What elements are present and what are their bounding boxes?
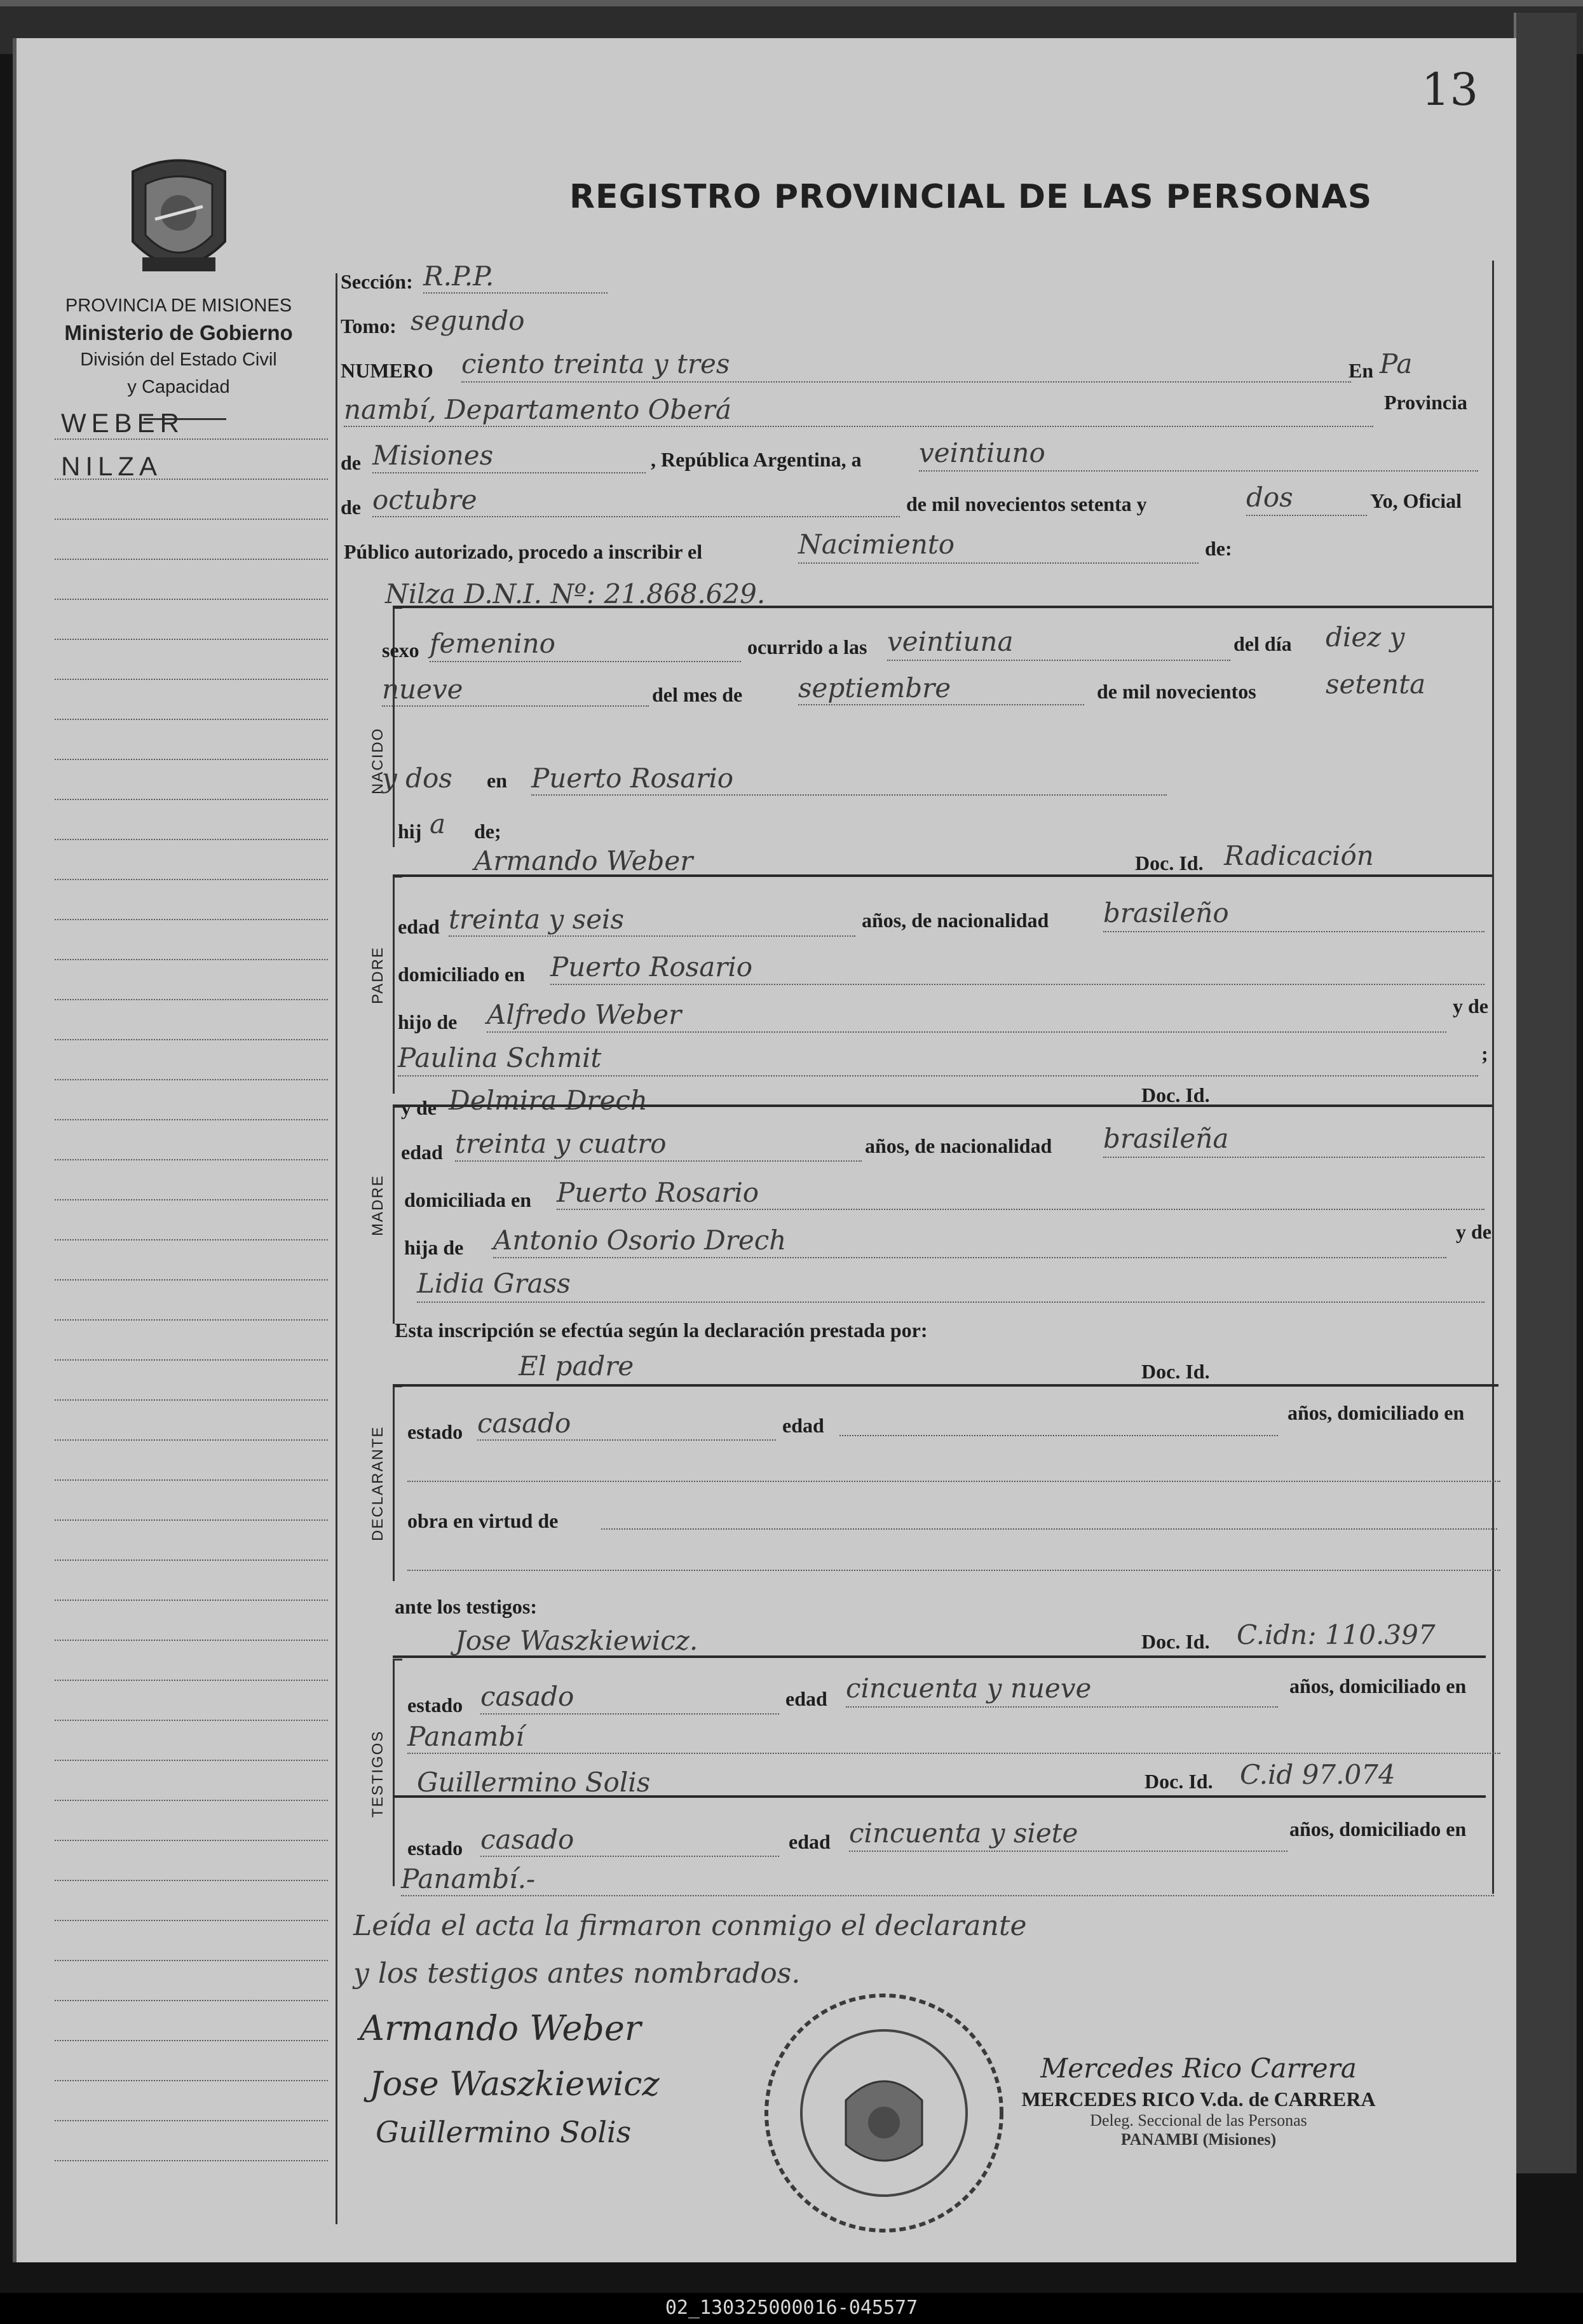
- padre-hijo-line: [487, 1031, 1446, 1033]
- testigo1-edad-label: edad: [785, 1687, 827, 1710]
- mes-line: [798, 704, 1084, 705]
- madre-yde-label: y de: [401, 1096, 437, 1119]
- margin-ruled-line: [55, 799, 328, 800]
- scan-footer: [0, 2293, 1583, 2324]
- testigo2-edad-label: edad: [789, 1830, 831, 1853]
- margin-ruled-line: [55, 1279, 328, 1281]
- mil-label: de mil novecientos setenta y: [906, 493, 1147, 515]
- margin-ruled-line: [55, 1600, 328, 1601]
- padre-nac-value: brasileño: [1103, 897, 1229, 928]
- official-signature-block: [1021, 2053, 1376, 2149]
- testigo1-anios-label: años, domiciliado en: [1289, 1675, 1467, 1697]
- document-page: [13, 38, 1516, 2262]
- margin-ruled-line: [55, 1199, 328, 1200]
- margin-ruled-line: [55, 519, 328, 520]
- declarante-obra-label: obra en virtud de: [407, 1509, 559, 1532]
- mes-value: septiembre: [798, 672, 951, 703]
- signature-witness-2: Guillermino Solis: [376, 2115, 632, 2149]
- margin-ruled-line: [55, 679, 328, 680]
- madre-edad-label: edad: [401, 1141, 443, 1164]
- declarante-dom-line: [407, 1481, 1500, 1482]
- provincia-value: Misiones: [372, 440, 494, 471]
- republica-label: , República Argentina, a: [651, 448, 862, 471]
- scan-id: 02_130325000016-045577: [665, 2297, 918, 2319]
- place-line: [344, 426, 1373, 427]
- acto-line: [798, 562, 1199, 564]
- margin-ruled-line: [55, 1319, 328, 1321]
- madre-yde-label-2: y de: [1456, 1220, 1491, 1243]
- hij-label: hij: [398, 820, 422, 843]
- testigo1-name: Jose Waszkiewicz.: [455, 1625, 698, 1656]
- declarante-estado-value: casado: [477, 1408, 571, 1439]
- margin-ruled-line: [55, 1039, 328, 1040]
- official-signature: Mercedes Rico Carrera: [1040, 2053, 1357, 2084]
- margin-ruled-line: [55, 479, 328, 480]
- yo-label: Yo, Oficial: [1370, 489, 1462, 512]
- page-title: REGISTRO PROVINCIAL DE LAS PERSONAS: [569, 178, 1373, 216]
- testigos-section-label: TESTIGOS: [369, 1730, 386, 1818]
- margin-ruled-line: [55, 1239, 328, 1240]
- signature-witness-1: Jose Waszkiewicz: [369, 2065, 660, 2103]
- testigo2-edad-value: cincuenta y siete: [849, 1818, 1078, 1849]
- madre-nac-label: años, de nacionalidad: [865, 1134, 1052, 1157]
- testigo2-rule: [393, 1795, 1486, 1798]
- nacido-section-label: NACIDO: [369, 727, 386, 794]
- margin-ruled-line: [55, 1880, 328, 1881]
- testigo1-edad-line: [846, 1706, 1278, 1708]
- margin-ruled-line: [55, 1920, 328, 1921]
- testigos-bracket: [393, 1659, 402, 1886]
- madre-dom-label: domiciliada en: [404, 1188, 532, 1211]
- testigo2-dom-line: [401, 1895, 1494, 1896]
- margin-ruled-line: [55, 999, 328, 1000]
- nacido-name: Nilza D.N.I. Nº: 21.868.629.: [385, 578, 766, 609]
- margin-ruled-line: [55, 1119, 328, 1120]
- hij-de-label: de;: [474, 820, 501, 843]
- lugar-line: [531, 794, 1167, 796]
- madre-doc-label: Doc. Id.: [1141, 1084, 1210, 1106]
- letterhead-capacity: y Capacidad: [127, 377, 230, 397]
- provincia-line: [372, 472, 646, 473]
- testigo1-estado-value: casado: [480, 1681, 574, 1712]
- declarante-intro: Esta inscripción se efectúa según la declaración prestada por:: [395, 1319, 928, 1342]
- margin-ruled-line: [55, 1519, 328, 1521]
- declarante-rule: [393, 1384, 1498, 1387]
- madre-bracket: [393, 1106, 402, 1324]
- en-label: En: [1349, 359, 1374, 382]
- margin-ruled-line: [55, 599, 328, 600]
- anio-value: dos: [1246, 482, 1293, 513]
- anio-line: [1246, 515, 1367, 516]
- padre-edad-value: treinta y seis: [449, 904, 625, 935]
- declarante-estado-line: [477, 1439, 776, 1441]
- official-place: PANAMBI (Misiones): [1120, 2130, 1277, 2149]
- testigo1-dom-value: Panambí: [407, 1721, 524, 1752]
- padre-nac-line: [1103, 931, 1484, 932]
- testigos-intro: ante los testigos:: [395, 1595, 537, 1618]
- padre-rule: [393, 874, 1492, 877]
- padre-hijo-value: Alfredo Weber: [487, 999, 682, 1030]
- madre-edad-value: treinta y cuatro: [455, 1128, 667, 1159]
- margin-ruled-line: [55, 438, 328, 440]
- anio-value-2: setenta: [1326, 669, 1426, 700]
- margin-ruled-line: [55, 839, 328, 840]
- madre-dom-value: Puerto Rosario: [557, 1177, 759, 1208]
- testigo2-name: Guillermino Solis: [417, 1767, 651, 1798]
- hora-value: veintiuna: [887, 626, 1014, 657]
- de-label-2: de: [341, 496, 361, 519]
- anio-value-3: y dos: [382, 763, 452, 794]
- declarante-estado-label: estado: [407, 1420, 463, 1443]
- testigo2-edad-line: [849, 1851, 1287, 1852]
- padre-dom-value: Puerto Rosario: [550, 951, 753, 982]
- declarante-section-label: DECLARANTE: [369, 1425, 386, 1541]
- place-value: nambí, Departamento Oberá: [344, 394, 731, 425]
- padre-edad-line: [449, 935, 855, 937]
- sexo-label: sexo: [382, 639, 419, 662]
- dia-value: veintiuno: [919, 437, 1045, 468]
- margin-ruled-line: [55, 1680, 328, 1681]
- page-number: 13: [1421, 64, 1478, 116]
- padre-semicolon: ;: [1481, 1042, 1488, 1065]
- margin-ruled-line: [55, 959, 328, 960]
- margin-ruled-line: [55, 1399, 328, 1401]
- madre-nac-line: [1103, 1157, 1484, 1158]
- right-border: [1492, 261, 1494, 1894]
- tomo-label: Tomo:: [341, 315, 397, 337]
- madre-hija-line: [493, 1257, 1446, 1258]
- testigo1-estado-line: [480, 1713, 779, 1715]
- margin-ruled-line: [55, 639, 328, 640]
- seccion-value: R.P.P.: [423, 261, 494, 292]
- margin-ruled-line: [55, 1720, 328, 1721]
- acto-value: Nacimiento: [798, 529, 955, 560]
- mil-label-2: de mil novecientos: [1097, 680, 1256, 703]
- margin-ruled-line: [55, 2120, 328, 2121]
- margin-ruled-line: [55, 1560, 328, 1561]
- margin-surname: WEBER: [61, 408, 185, 438]
- testigo2-estado-value: casado: [480, 1824, 574, 1855]
- hora-line: [887, 660, 1230, 661]
- declarante-doc-label: Doc. Id.: [1141, 1360, 1210, 1383]
- padre-doc-value: Radicación: [1224, 840, 1374, 871]
- dia-value: diez y: [1326, 622, 1405, 653]
- numero-line: [461, 381, 1351, 383]
- padre-hijo-label: hijo de: [398, 1010, 458, 1033]
- dia-line: [919, 470, 1478, 472]
- margin-ruled-line: [55, 1439, 328, 1441]
- letterhead-province: PROVINCIA DE MISIONES: [65, 296, 292, 316]
- declarante-bracket: [393, 1385, 402, 1581]
- madre-name: Delmira Drech: [449, 1085, 648, 1116]
- testigo1-doc-value: C.idn: 110.397: [1237, 1619, 1436, 1650]
- margin-ruled-line: [55, 919, 328, 920]
- en-value: Pa: [1380, 348, 1413, 379]
- numero-label: NUMERO: [341, 359, 433, 382]
- margin-ruled-line: [55, 2000, 328, 2001]
- declarante-edad-line: [839, 1435, 1278, 1436]
- margin-ruled-line: [55, 1159, 328, 1160]
- testigo1-dom-line: [407, 1753, 1500, 1754]
- padre-dom-line: [550, 984, 1484, 985]
- numero-value: ciento treinta y tres: [461, 348, 730, 379]
- dia-value-2: nueve: [382, 674, 463, 705]
- margin-ruled-line: [55, 719, 328, 720]
- margin-divider: [336, 273, 337, 2224]
- testigo2-anios-label: años, domiciliado en: [1289, 1818, 1467, 1840]
- declarante-edad-label: edad: [782, 1414, 824, 1437]
- sexo-line: [430, 661, 741, 662]
- official-name: MERCEDES RICO V.da. de CARRERA: [1021, 2088, 1376, 2110]
- padre-nac-label: años, de nacionalidad: [862, 909, 1049, 932]
- margin-ruled-line: [55, 1840, 328, 1841]
- official-title: Deleg. Seccional de las Personas: [1090, 2111, 1307, 2130]
- margin-ruled-line: [55, 1640, 328, 1641]
- declarante-name: El padre: [519, 1350, 634, 1382]
- provincia-label: Provincia: [1384, 391, 1467, 414]
- lugar-value: Puerto Rosario: [531, 763, 734, 794]
- de-colon: de:: [1205, 537, 1232, 560]
- tomo-value: segundo: [411, 305, 525, 336]
- margin-ruled-line: [55, 559, 328, 560]
- declarante-anios-label: años, domiciliado en: [1287, 1401, 1465, 1424]
- madre-madre-line: [417, 1301, 1484, 1303]
- margin-ruled-line: [55, 1800, 328, 1801]
- margin-ruled-line: [55, 2160, 328, 2161]
- margin-ruled-line: [55, 759, 328, 760]
- madre-hija-value: Antonio Osorio Drech: [493, 1225, 787, 1256]
- testigo2-dom-value: Panambí.-: [401, 1863, 536, 1894]
- padre-dom-label: domiciliado en: [398, 963, 526, 986]
- madre-edad-line: [455, 1160, 862, 1162]
- margin-ruled-line: [55, 2040, 328, 2041]
- margin-ruled-line: [55, 1479, 328, 1481]
- madre-hija-label: hija de: [404, 1236, 464, 1259]
- madre-madre-value: Lidia Grass: [417, 1268, 571, 1299]
- margin-ruled-line: [55, 1359, 328, 1361]
- book-cover-edge: [1514, 13, 1577, 2173]
- mes-label: del mes de: [652, 683, 743, 706]
- testigo2-estado-label: estado: [407, 1837, 463, 1859]
- dia-line-2: [382, 705, 649, 707]
- official-stamp-icon: [751, 1986, 1017, 2240]
- testigo1-rule: [393, 1655, 1486, 1658]
- testigo1-edad-value: cincuenta y nueve: [846, 1673, 1092, 1704]
- closing-line-2: y los testigos antes nombrados.: [353, 1957, 801, 1990]
- hora-label: ocurrido a las: [747, 635, 867, 658]
- publico-label: Público autorizado, procedo a inscribir el: [344, 540, 703, 563]
- hij-value: a: [430, 808, 446, 839]
- testigo2-estado-line: [480, 1856, 779, 1857]
- letterhead-division: División del Estado Civil: [80, 350, 277, 370]
- padre-name: Armando Weber: [474, 845, 693, 876]
- madre-section-label: MADRE: [369, 1174, 386, 1236]
- padre-edad-label: edad: [398, 915, 440, 938]
- madre-rule: [393, 1104, 1492, 1107]
- margin-ruled-line: [55, 1960, 328, 1961]
- declarante-obra-line-2: [407, 1570, 1500, 1571]
- margin-ruled-line: [55, 1760, 328, 1761]
- provincial-seal-icon: [123, 146, 234, 289]
- nacido-rule: [393, 606, 1492, 608]
- binding-edge: [0, 0, 1583, 6]
- padre-madre-line: [398, 1075, 1478, 1077]
- padre-doc-label: Doc. Id.: [1135, 852, 1204, 874]
- seccion-label: Sección:: [341, 270, 413, 293]
- dia-label: del día: [1233, 632, 1292, 655]
- testigo2-doc-value: C.id 97.074: [1240, 1759, 1396, 1790]
- madre-dom-line: [557, 1209, 1484, 1210]
- margin-ruled-line: [55, 2080, 328, 2081]
- margin-ruled-line: [55, 879, 328, 880]
- mes-line: [372, 516, 900, 517]
- testigo2-doc-label: Doc. Id.: [1145, 1770, 1213, 1793]
- letterhead-ministry: Ministerio de Gobierno: [64, 321, 293, 344]
- en-label: en: [487, 769, 507, 792]
- padre-madre-value: Paulina Schmit: [398, 1042, 602, 1073]
- madre-nac-value: brasileña: [1103, 1123, 1229, 1154]
- signature-father: Armando Weber: [360, 2008, 641, 2048]
- testigo1-estado-label: estado: [407, 1694, 463, 1716]
- padre-section-label: PADRE: [369, 946, 386, 1004]
- de-label: de: [341, 451, 361, 474]
- sexo-value: femenino: [430, 628, 555, 659]
- closing-line-1: Leída el acta la firmaron conmigo el declarante: [353, 1910, 1027, 1942]
- declarante-obra-line: [601, 1528, 1497, 1530]
- testigo1-doc-label: Doc. Id.: [1141, 1630, 1210, 1653]
- seccion-line: [423, 292, 608, 294]
- padre-yde-label: y de: [1453, 995, 1488, 1017]
- margin-given-name: NILZA: [61, 451, 163, 481]
- mes-value: octubre: [372, 484, 477, 515]
- margin-ruled-line: [55, 1079, 328, 1080]
